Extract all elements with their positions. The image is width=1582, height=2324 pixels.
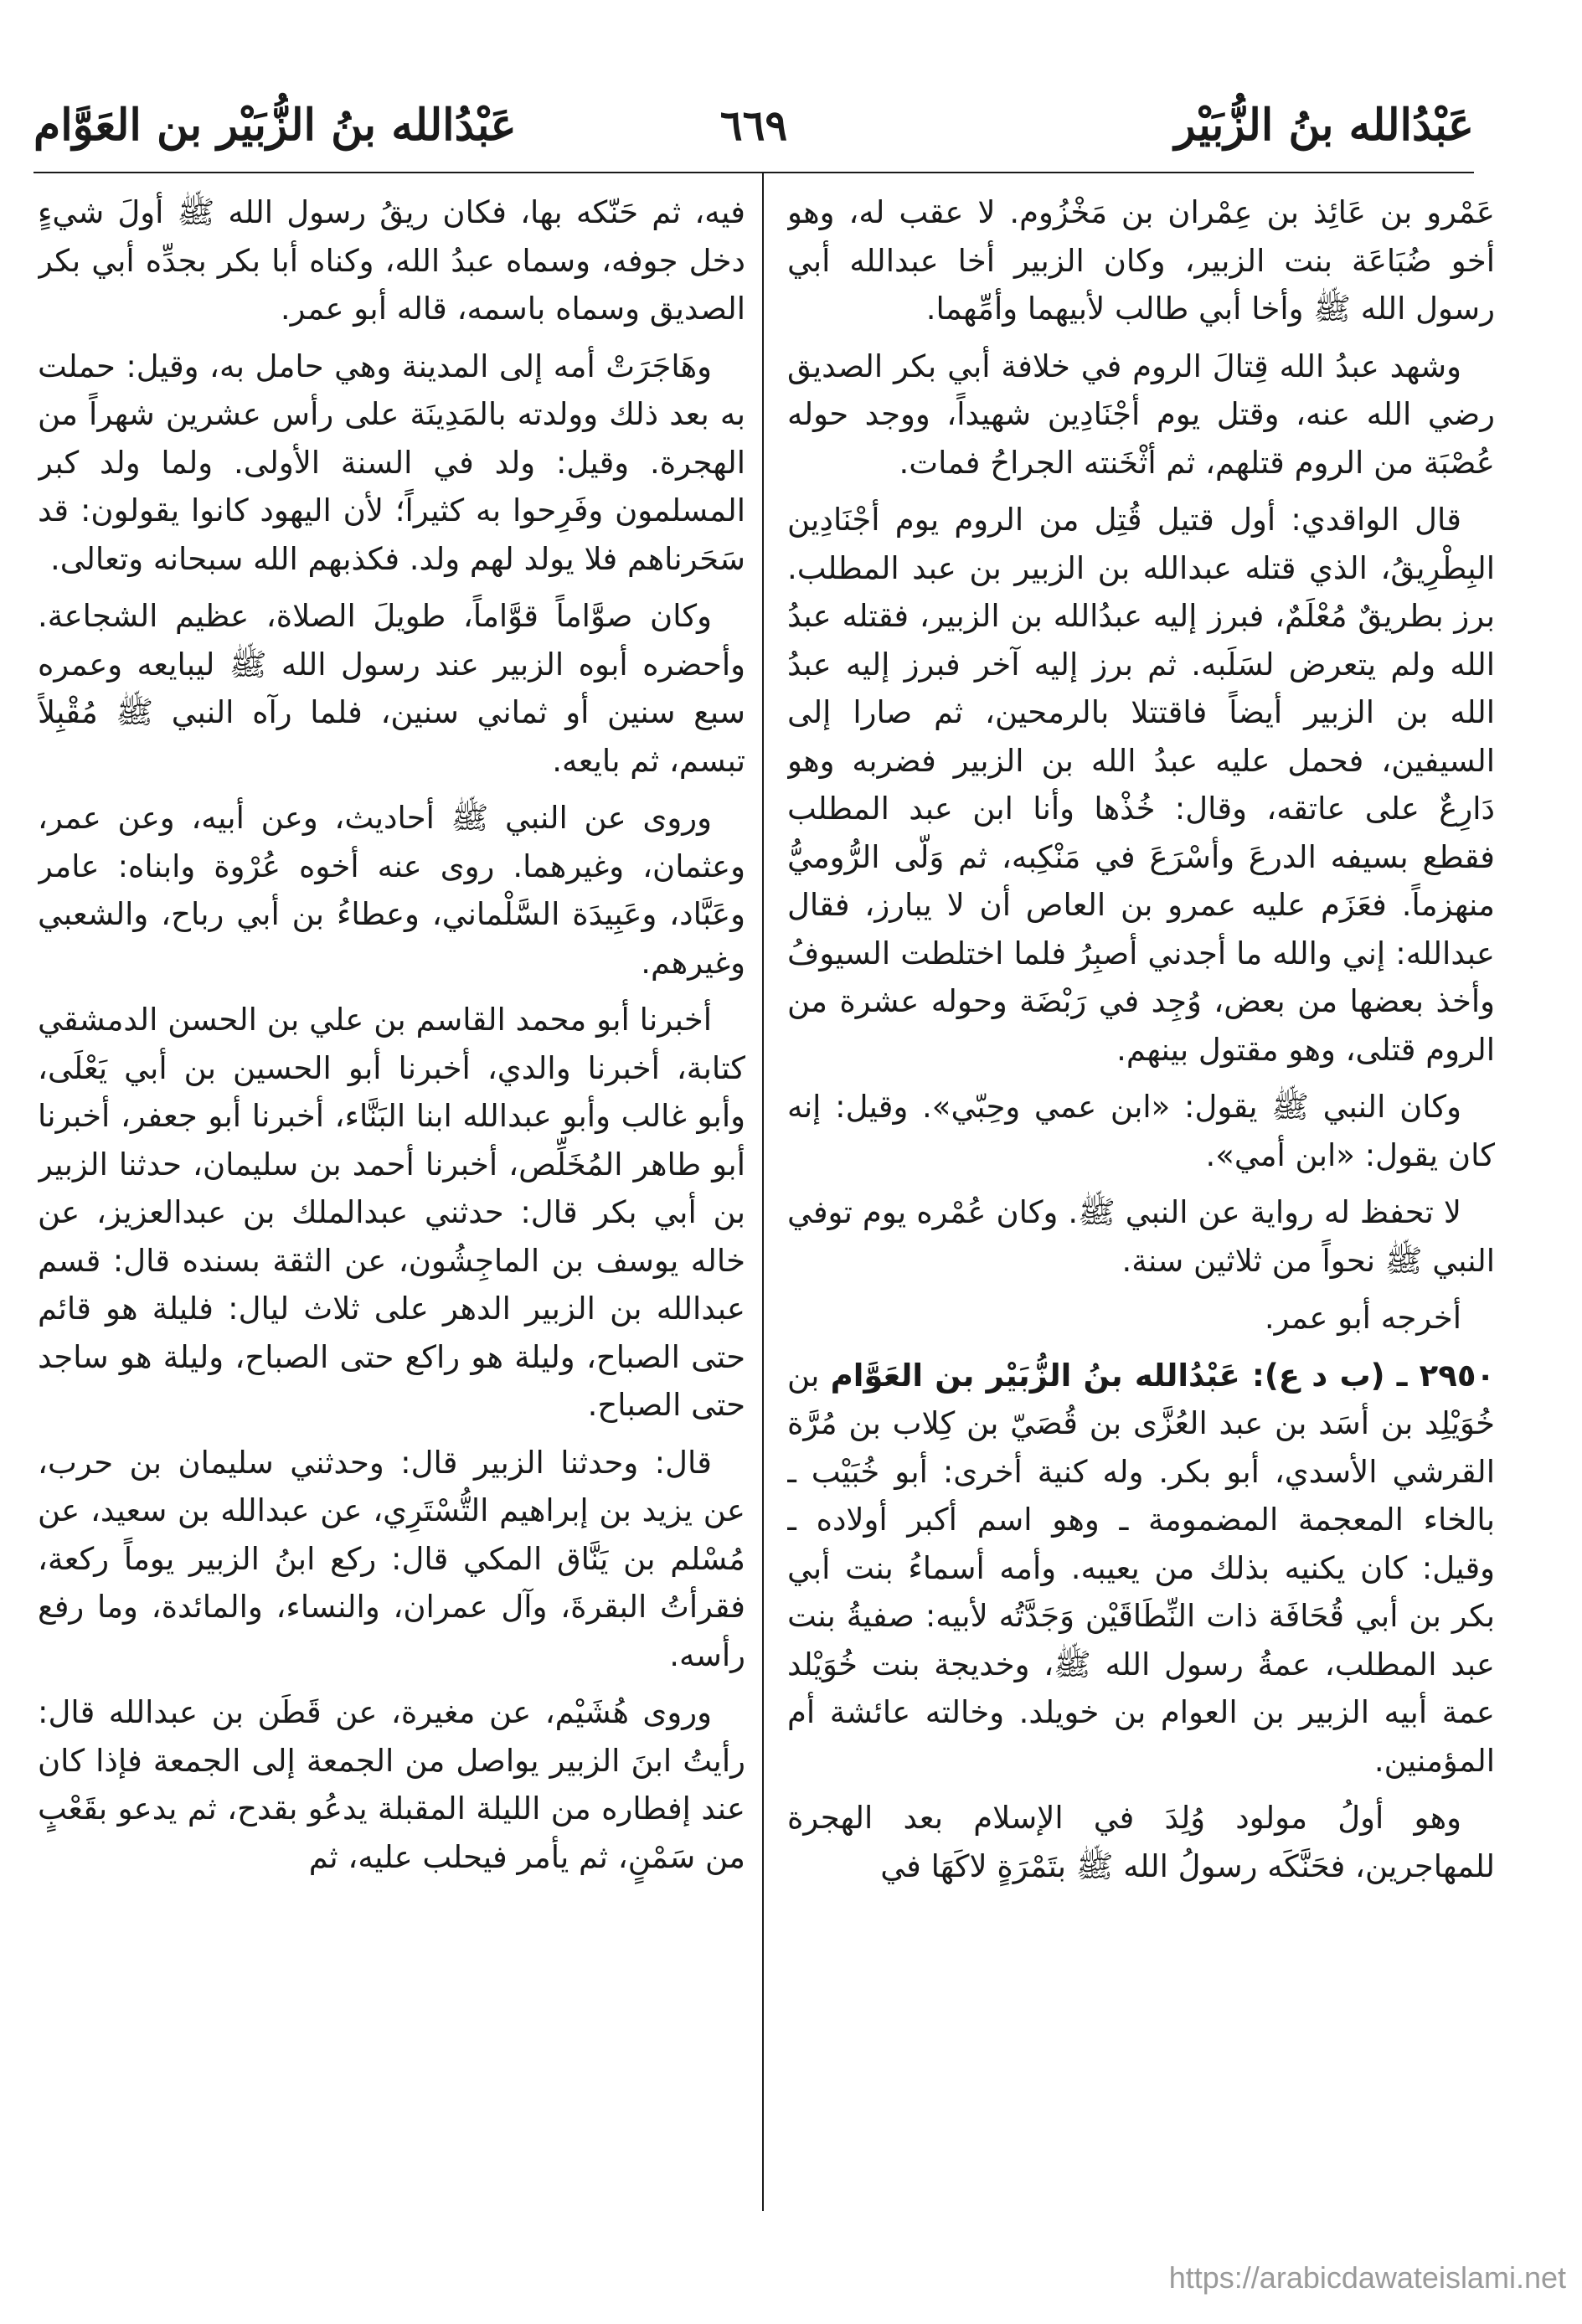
- entry-body: بن خُوَيْلِد بن أسَد بن عبد العُزَّى بن قُصَيّ بن كِلاب بن مُرَّة القرشي الأسدي، أبو بكر. وله كنية أخرى: أبو خُبَيْب ـ بالخاء المعجمة المضمومة ـ وهو اسم أكبر أولاده ـ وقيل: كان يكنيه بذلك من يعيبه. وأمه أسماءُ بنت أبي بكر بن أبي قُحَافَة ذات النِّطَاقَيْن وَجَدَّتُه لأبيه: صفيةُ بنت عبد المطلب، عمةُ رسول الله ﷺ، وخديجة بنت خُوَيْلد عمة أبيه الزبير بن العوام بن خويلد. وخالته عائشة أم المؤمنين.: [787, 1357, 1495, 1779]
- paragraph: وهو أولُ مولود وُلِدَ في الإسلام بعد الهجرة للمهاجرين، فحَنَّكَه رسولُ الله ﷺ بتَمْرَةٍ لاكَهَا في: [787, 1800, 1495, 1884]
- header-rule: [33, 172, 1474, 173]
- column-divider: [762, 172, 764, 2211]
- paragraph: أخبرنا أبو محمد القاسم بن علي بن الحسن الدمشقي كتابة، أخبرنا والدي، أخبرنا أبو الحسين بن أبي يَعْلَى، وأبو غالب وأبو عبدالله ابنا البَنَّاء، أخبرنا أبو جعفر، أخبرنا أبو طاهر المُخَلِّص، أخبرنا أحمد بن سليمان، حدثنا الزبير بن أبي بكر قال: حدثني عبدالملك بن عبدالعزيز، عن خاله يوسف بن الماجِشُون، عن الثقة بسنده قال: قسم عبدالله بن الزبير الدهر على ثلاث ليال: فليلة هو قائم حتى الصباح، وليلة هو راكع حتى الصباح، وليلة هو ساجد حتى الصباح.: [38, 1002, 745, 1423]
- paragraph: وروى هُشَيْم، عن مغيرة، عن قَطَن بن عبدالله قال: رأيتُ ابنَ الزبير يواصل من الجمعة إلى الجمعة فإذا كان عند إفطاره من الليلة المقبلة يدعُو بقدح، ثم يدعو بقَعْبٍ من سَمْنٍ، ثم يأمر فيحلب عليه، ثم: [38, 1694, 745, 1875]
- paragraph: قال: وحدثنا الزبير قال: وحدثني سليمان بن حرب، عن يزيد بن إبراهيم التُّسْتَرِي، عن عبدالله بن سعيد، عن مُسْلم بن يَنَّاق المكي قال: ركع ابنُ الزبير يوماً ركعة، فقرأتُ البقرةَ، وآل عمران، والنساء، والمائدة، وما رفع رأسه.: [38, 1444, 745, 1673]
- paragraph: وكان النبي ﷺ يقول: «ابن عمي وحِبّي». وقيل: إنه كان يقول: «ابن أمي».: [787, 1089, 1495, 1173]
- website-watermark: https://arabicdawateislami.net: [1168, 2260, 1566, 2295]
- running-title-left: عَبْدُالله بنُ الزُّبَيْر بن العَوَّام: [33, 100, 517, 151]
- paragraph: وروى عن النبي ﷺ أحاديث، وعن أبيه، وعن عمر، وعثمان، وغيرهما. روى عنه أخوه عُرْوة وابناه: عامر وعَبَّاد، وعَبِيدَة السَّلْماني، وعطاءُ بن أبي رباح، والشعبي وغيرهم.: [38, 800, 745, 981]
- left-column: [38, 188, 745, 2207]
- paragraph: أخرجه أبو عمر.: [1264, 1300, 1461, 1336]
- paragraph: فيه، ثم حَنّكه بها، فكان ريقُ رسول الله ﷺ أولَ شيءٍ دخل جوفه، وسماه عبدُ الله، وكناه أبا بكر بجدِّه أبي بكر الصديق وسماه باسمه، قاله أبو عمر.: [38, 194, 745, 327]
- page-number: ٦٦٩: [719, 100, 788, 150]
- paragraph: عَمْرو بن عَائِذ بن عِمْران بن مَخْزُوم. لا عقب له، وهو أخو ضُبَاعَة بنت الزبير، وكان الزبير أخا عبدالله أبي رسول الله ﷺ وأخا أبي طالب لأبيهما وأمِّهما.: [787, 194, 1495, 327]
- paragraph: وكان صوَّاماً قوَّاماً، طويلَ الصلاة، عظيم الشجاعة. وأحضره أبوه الزبير عند رسول الله ﷺ ليبايعه وعمره سبع سنين أو ثماني سنين، فلما رآه النبي ﷺ مُقْبِلاً تبسم، ثم بايعه.: [38, 598, 745, 779]
- paragraph: قال الواقدي: أول قتيل قُتِل من الروم يوم أجْنَادِين البِطْرِيقُ، الذي قتله عبدالله بن الزبير بن عبد المطلب. برز بطريقٌ مُعْلَمٌ، فبرز إليه عبدُالله بن الزبير، فقتله عبدُ الله ولم يتعرض لسَلَبه. ثم برز إليه آخر فبرز إليه عبدُ الله بن الزبير أيضاً فاقتتلا بالرمحين، ثم صارا إلى السيفين، فحمل عليه عبدُ الله بن الزبير فضربه وهو دَارِعٌ على عاتقه، وقال: خُذْها وأنا ابن عبد المطلب فقطع بسيفه الدرعَ وأسْرَعَ في مَنْكِبه، ثم وَلّى الرُّوميُّ منهزماً. فعَزَم عليه عمرو بن العاص أن لا يبارز، فقال عبدالله: إني والله ما أجدني أصبِرُ فلما اختلطت السيوفُ وأخذ بعضها من بعض، وُجِد في رَبْضَة وحوله عشرة من الروم قتلى، وهو مقتول بينهم.: [787, 502, 1495, 1068]
- running-title-right: عَبْدُالله بنُ الزُّبَيْر: [1174, 100, 1474, 151]
- page-header: [33, 80, 1474, 172]
- entry-heading: ٢٩٥٠ ـ (ب د ع): عَبْدُالله بنُ الزُّبَيْر بن العَوَّام: [830, 1357, 1495, 1394]
- right-column: [787, 188, 1495, 2207]
- paragraph: وشهد عبدُ الله قِتالَ الروم في خلافة أبي بكر الصديق رضي الله عنه، وقتل يوم أجْنَادِين شهيداً، ووجد حوله عُصْبَة من الروم قتلهم، ثم أثْخَنته الجراحُ فمات.: [787, 348, 1495, 481]
- entry-paragraph: [787, 1352, 1495, 1786]
- paragraph: لا تحفظ له رواية عن النبي ﷺ. وكان عُمْره يوم توفي النبي ﷺ نحواً من ثلاثين سنة.: [787, 1194, 1495, 1279]
- paragraph: وهَاجَرَتْ أمه إلى المدينة وهي حامل به، وقيل: حملت به بعد ذلك وولدته بالمَدِينَة على رأس عشرين شهراً من الهجرة. وقيل: ولد في السنة الأولى. ولما ولد كبر المسلمون وفَرِحوا به كثيراً؛ لأن اليهود كانوا يقولون: قد سَحَرناهم فلا يولد لهم ولد. فكذبهم الله سبحانه وتعالى.: [38, 348, 745, 577]
